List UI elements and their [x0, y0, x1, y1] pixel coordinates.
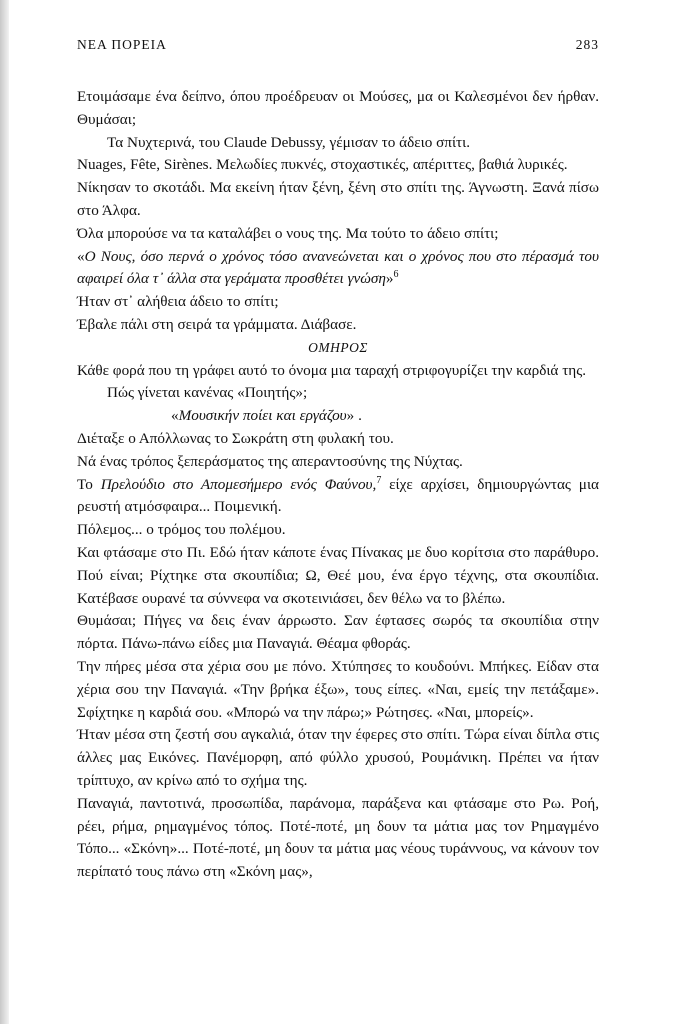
- running-header: [77, 37, 599, 53]
- quote-paragraph: [77, 405, 599, 428]
- running-title: ΝΕΑ ΠΟΡΕΙΑ: [77, 37, 167, 52]
- footnote-marker: 7: [376, 474, 382, 486]
- paragraph: Την πήρες μέσα στα χέρια σου με πόνο. Χτύπησες το κουδούνι. Μπήκες. Είδαν στα χέρια σου την Παναγιά. «Την βρήκα έξω», τους είπες. «Ναι, εμείς την πετάξαμε». Σφίχτηκε η καρδιά σου. «Μπορώ να την πάρω;» Ρώτησες. «Ναι, μπορείς».: [77, 657, 599, 721]
- quote-close: »: [385, 270, 394, 288]
- quote-paragraph: [77, 246, 599, 292]
- paragraph: Ήταν μέσα στη ζεστή σου αγκαλιά, όταν την έφερες στο σπίτι. Τώρα είναι δίπλα στις άλλες μας Εικόνες. Πανέμορφη, από φύλλο χρυσού, Ρουμάνικη. Πρέπει να ήταν τρίπτυχο, αν κρίνω από το σχήμα της.: [77, 726, 599, 789]
- quote-text: Ο Νους, όσο περνά ο χρόνος τόσο ανανεώνεται και ο χρόνος που στο πέρασμά του αφαιρεί όλα τ᾽ άλλα στα γεράματα προσθέτει γνώση: [77, 247, 599, 288]
- paragraph: Όλα μπορούσε να τα καταλάβει ο νους της. Μα τούτο το άδειο σπίτι;: [77, 224, 499, 242]
- paragraph: [77, 474, 599, 520]
- quote-close: » .: [346, 407, 362, 425]
- paragraph: Θυμάσαι; Πήγες να δεις έναν άρρωστο. Σαν έφτασες σωρός τα σκουπίδια στην πόρτα. Πάνω-πάνω είδες μια Παναγιά. Θέαμα φθοράς.: [77, 612, 599, 653]
- page-body: [77, 86, 599, 884]
- paragraph: Ετοιμάσαμε ένα δείπνο, όπου προέδρευαν οι Μούσες, μα οι Καλεσμένοι δεν ήρθαν. Θυμάσαι;: [77, 88, 599, 128]
- paragraph: Διέταξε ο Απόλλωνας το Σωκράτη στη φυλακή του.: [77, 429, 394, 447]
- quote-text: Μουσικήν ποίει και εργάζου: [178, 407, 347, 425]
- text-run: Το: [77, 475, 101, 493]
- paragraph: Κάθε φορά που τη γράφει αυτό το όνομα μια ταραχή στριφογυρίζει την καρδιά της.: [77, 361, 587, 379]
- paragraph: Παναγιά, παντοτινά, προσωπίδα, παράνομα, παράξενα και φτάσαμε στο Ρω. Ροή, ρέει, ρήμα, ρημαγμένος τόπος. Ποτέ-ποτέ, μη δουν τα μάτια μας τον Ρημαγμένο Τόπο... «Σκόνη»... Ποτέ-ποτέ, μη δουν τα μάτια μας νέους τυράννους, να κάνουν τον περίπατό τους πάνω στη «Σκόνη μας»,: [77, 794, 599, 881]
- paragraph: Νίκησαν το σκοτάδι. Μα εκείνη ήταν ξένη, ξένη στο σπίτι της. Άγνωστη. Ξανά πίσω στο Άλφα.: [77, 179, 599, 219]
- section-heading: ΟΜΗΡΟΣ: [308, 339, 368, 355]
- paragraph: Πόλεμος... ο τρόμος του πολέμου.: [77, 521, 286, 539]
- paragraph: Έβαλε πάλι στη σειρά τα γράμματα. Διάβασε.: [77, 315, 357, 333]
- page-number: 283: [575, 37, 599, 52]
- paragraph: Νά ένας τρόπος ξεπεράσματος της απεραντοσύνης της Νύχτας.: [77, 452, 463, 470]
- text-run: είχε αρχίσει, δημιουργώντας μια ρευστή ατμόσφαιρα... Ποιμενική.: [77, 475, 599, 516]
- quote-open: «: [77, 247, 85, 265]
- paragraph: Και φτάσαμε στο Πι. Εδώ ήταν κάποτε ένας Πίνακας με δυο κορίτσια στο παράθυρο. Πού είναι; Ρίχτηκε στα σκουπίδια; Ω, Θεέ μου, ένα έργο τέχνης, στα σκουπίδια. Κατέβασε ουρανέ τα σύννεφα να σκοτεινιάσει, δεν θέλω να το βλέπω.: [77, 543, 599, 607]
- page-edge-shadow: [0, 0, 9, 1024]
- footnote-marker: 6: [393, 269, 399, 281]
- quote-open: «: [171, 407, 179, 425]
- paragraph: Nuages, Fête, Sirènes. Μελωδίες πυκνές, στοχαστικές, απέριττες, βαθιά λυρικές.: [77, 156, 568, 174]
- paragraph: Ήταν στ᾽ αλήθεια άδειο το σπίτι;: [77, 293, 279, 311]
- work-title: Πρελούδιο στο Απομεσήμερο ενός Φαύνου,: [100, 475, 377, 493]
- paragraph: Πώς γίνεται κανένας «Ποιητής»;: [107, 384, 308, 402]
- paragraph: Τα Νυχτερινά, του Claude Debussy, γέμισαν το άδειο σπίτι.: [107, 133, 471, 151]
